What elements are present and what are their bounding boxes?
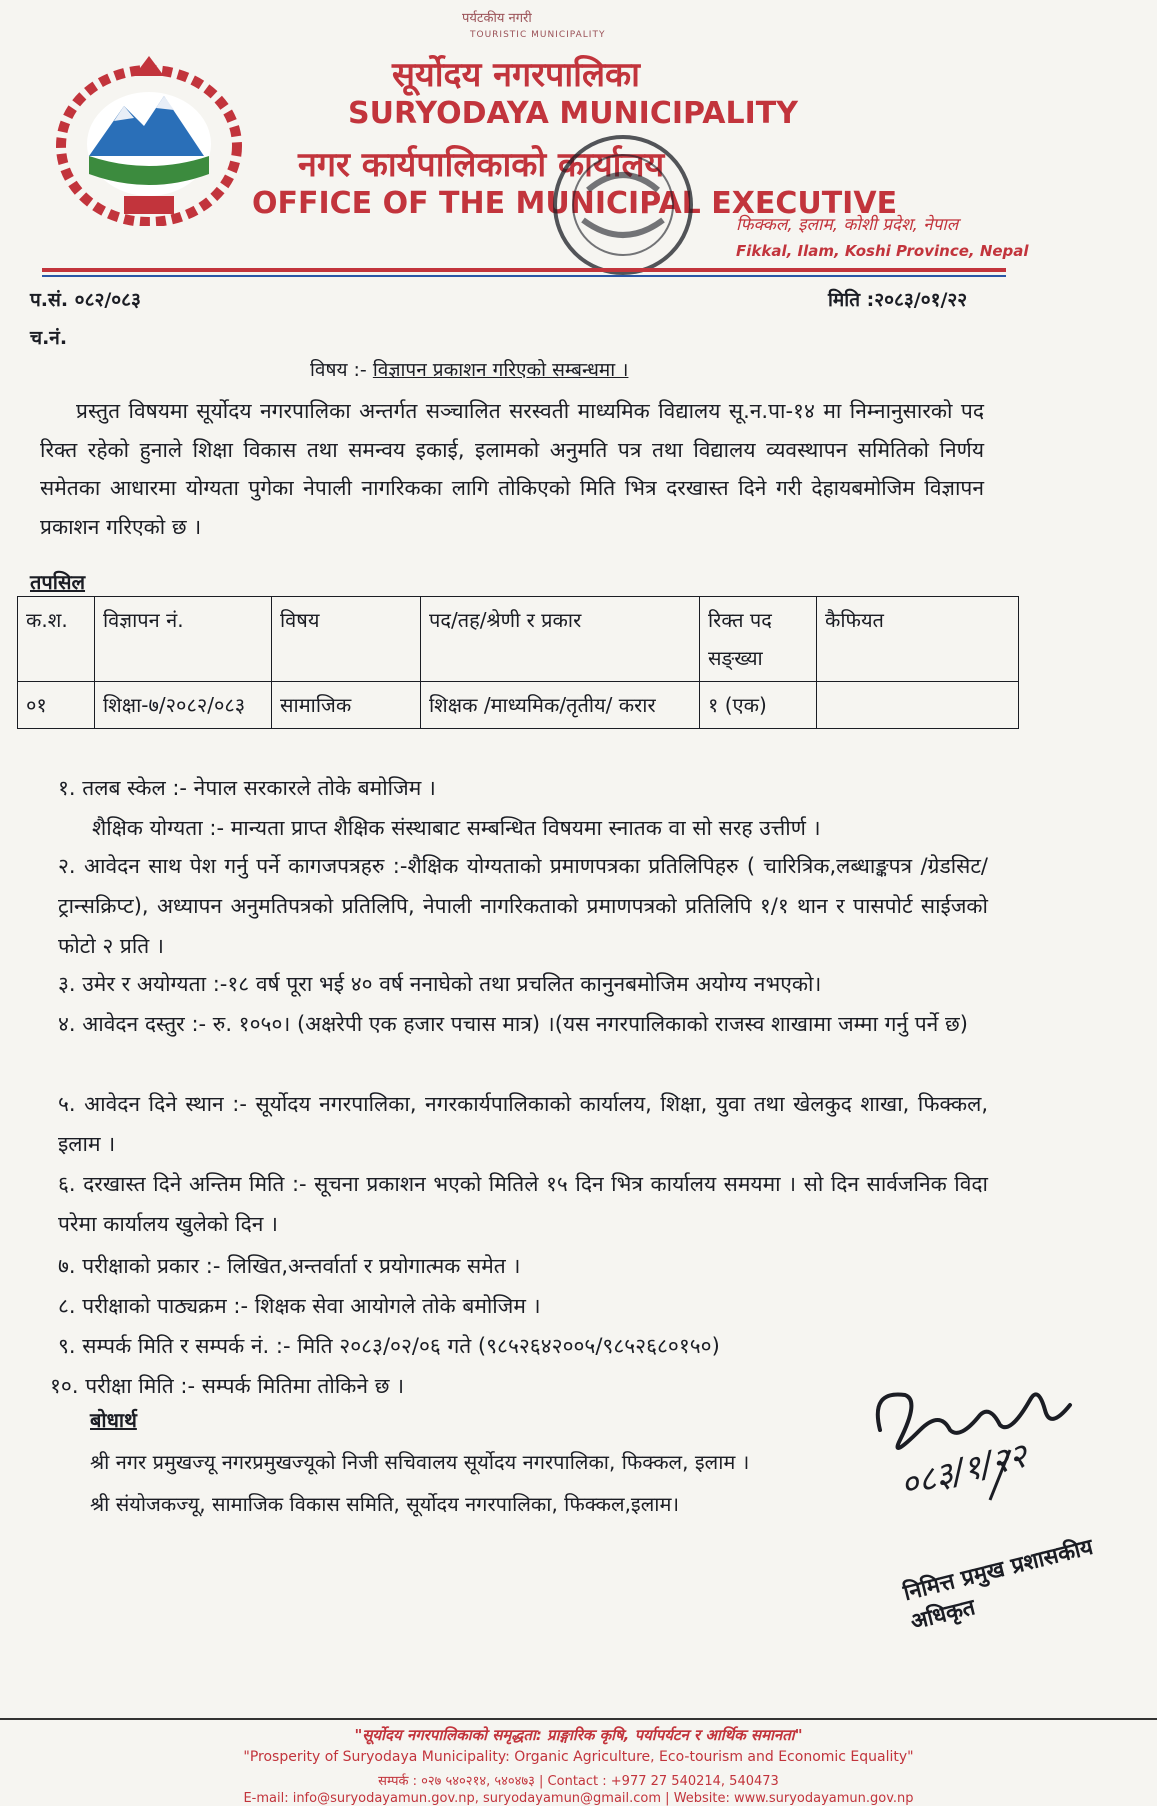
tapsil-heading: तपसिल — [30, 570, 86, 594]
th-post: पद/तह/श्रेणी र प्रकार — [421, 597, 700, 682]
tagline-np: पर्यटकीय नगरी — [462, 11, 532, 26]
cell-vacancy-count: १ (एक) — [700, 682, 817, 729]
office-name-np: नगर कार्यपालिकाको कार्यालय — [298, 145, 665, 185]
cc-heading: बोधार्थ — [90, 1408, 137, 1432]
cc-line: श्री नगर प्रमुखज्यू नगरप्रमुखज्यूको निजी सचिवालय सूर्योदय नगरपालिका, फिक्कल, इलाम । — [90, 1450, 750, 1474]
th-vacancy-count: रिक्त पद सङ्ख्या — [700, 597, 817, 682]
letter-number: प.सं. ०८२/०८३ — [30, 289, 141, 311]
signature-date: ०८३/१/२२ — [896, 1435, 1032, 1506]
cell-ad-no: शिक्षा-७/२०८२/०८३ — [95, 682, 272, 729]
cell-remarks — [817, 682, 1019, 729]
nepal-emblem-logo — [54, 56, 244, 226]
dispatch-number: च.नं. — [30, 327, 68, 349]
item-documents: २. आवेदन साथ पेश गर्नु पर्ने कागजपत्रहरु :-शैक्षिक योग्यताको प्रमाणपत्रका प्रतिलिपिहरु ( चारित्रिक,लब्धाङ्कपत्र /ग्रेडसिट/ ट्रान्सक्रिप्ट), अध्यापन अनुमतिपत्रको प्रतिलिपि, नेपाली नागरिकताको प्रमाणपत्रको प्रतिलिपि १/१ थान र पासपोर्ट साईजको फोटो २ प्रति । — [58, 854, 988, 958]
office-name-en: OFFICE OF THE MUNICIPAL EXECUTIVE — [252, 186, 898, 221]
th-ad-no: विज्ञापन नं. — [95, 597, 272, 682]
table-header-row — [18, 597, 1019, 682]
subject-text: विज्ञापन प्रकाशन गरिएको सम्बन्धमा । — [372, 359, 629, 381]
signatory-title: निमित्त प्रमुख प्रशासकीय अधिकृत — [900, 1534, 1096, 1636]
th-subject: विषय — [272, 597, 421, 682]
th-sn: क.श. — [18, 597, 95, 682]
subject-line — [310, 356, 628, 382]
office-seal-stamp — [548, 120, 698, 290]
address-np: फिक्कल, इलाम, कोशी प्रदेश, नेपाल — [736, 215, 959, 235]
item-salary: १. तलब स्केल :- नेपाल सरकारले तोके बमोजिम । — [58, 776, 436, 800]
footer-motto-en: "Prosperity of Suryodaya Municipality: Organic Agriculture, Eco-tourism and Economic Equality" — [243, 1749, 914, 1765]
letterhead-red-rule — [42, 268, 1006, 272]
item-deadline: ६. दरखास्त दिने अन्तिम मिति :- सूचना प्रकाशन भएको मितिले १५ दिन भित्र कार्यालय समयमा । सो दिन सार्वजनिक विदा परेमा कार्यालय खुलेको दिन । — [58, 1172, 988, 1236]
cell-subject: सामाजिक — [272, 682, 421, 729]
item-age: ३. उमेर र अयोग्यता :-१८ वर्ष पूरा भई ४० वर्ष ननाघेको तथा प्रचलित कानुनबमोजिम अयोग्य नभएको। — [58, 972, 822, 996]
letterhead-blue-rule — [42, 275, 1006, 277]
item-place: ५. आवेदन दिने स्थान :- सूर्योदय नगरपालिका, नगरकार्यपालिकाको कार्यालय, शिक्षा, युवा तथा खेलकुद शाखा, फिक्कल, इलाम । — [58, 1092, 988, 1156]
item-contact: ९. सम्पर्क मिति र सम्पर्क नं. :- मिति २०८३/०२/०६ गते (९८५२६४२००५/९८५२६८०१५०) — [58, 1334, 720, 1358]
th-remarks: कैफियत — [817, 597, 1019, 682]
cell-sn: ०१ — [18, 682, 95, 729]
footer-contact: सम्पर्क : ०२७ ५४०२१४, ५४०४७३ | Contact : +977 27 540214, 540473 — [378, 1774, 779, 1789]
letter-date: मिति :२०८३/०१/२२ — [828, 289, 968, 311]
subject-label: विषय :- — [310, 359, 367, 381]
item-exam-type: ७. परीक्षाको प्रकार :- लिखित,अन्तर्वार्ता र प्रयोगात्मक समेत । — [58, 1254, 521, 1278]
tagline-en: TOURISTIC MUNICIPALITY — [470, 30, 606, 40]
item-exam-date: १०. परीक्षा मिति :- सम्पर्क मितिमा तोकिने छ । — [50, 1374, 405, 1398]
address-en: Fikkal, Ilam, Koshi Province, Nepal — [736, 242, 1029, 260]
cc-line: श्री संयोजकज्यू, सामाजिक विकास समिति, सूर्योदय नगरपालिका, फिक्कल,इलाम। — [90, 1492, 680, 1516]
footer-motto-np: "सूर्योदय नगरपालिकाको समृद्धता: प्राङ्गारिक कृषि, पर्यापर्यटन र आर्थिक समानता" — [354, 1726, 803, 1744]
municipality-name-en: SURYODAYA MUNICIPALITY — [348, 96, 798, 131]
item-qualification: शैक्षिक योग्यता :- मान्यता प्राप्त शैक्षिक संस्थाबाट सम्बन्धित विषयमा स्नातक वा सो सरह उत्तीर्ण । — [92, 816, 821, 840]
vacancy-table — [17, 596, 1019, 729]
item-fee: ४. आवेदन दस्तुर :- रु. १०५०। (अक्षरेपी एक हजार पचास मात्र) ।(यस नगरपालिकाको राजस्व शाखामा जम्मा गर्नु पर्ने छ) — [58, 1012, 968, 1036]
cell-post: शिक्षक /माध्यमिक/तृतीय/ करार — [421, 682, 700, 729]
municipality-name-np: सूर्योदय नगरपालिका — [392, 55, 640, 95]
intro-paragraph: प्रस्तुत विषयमा सूर्योदय नगरपालिका अन्तर्गत सञ्चालित सरस्वती माध्यमिक विद्यालय सू.न.पा-१४ मा निम्नानुसारको पद रिक्त रहेको हुनाले शिक्षा विकास तथा समन्वय इकाई, इलामको अनुमति पत्र तथा विद्यालय व्यवस्थापन समितिको निर्णय समेतका आधारमा योग्यता पुगेका नेपाली नागरिकका लागि तोकिएको मिति भित्र दरखास्त दिने गरी देहायबमोजिम विज्ञापन प्रकाशन गरिएको छ । — [40, 399, 984, 539]
footer-rule — [0, 1718, 1157, 1720]
footer-email: E-mail: info@suryodayamun.gov.np, suryodayamun@gmail.com | Website: www.suryodayamun.gov.np — [243, 1791, 914, 1806]
item-syllabus: ८. परीक्षाको पाठ्यक्रम :- शिक्षक सेवा आयोगले तोके बमोजिम । — [58, 1294, 541, 1318]
table-row — [18, 682, 1019, 729]
